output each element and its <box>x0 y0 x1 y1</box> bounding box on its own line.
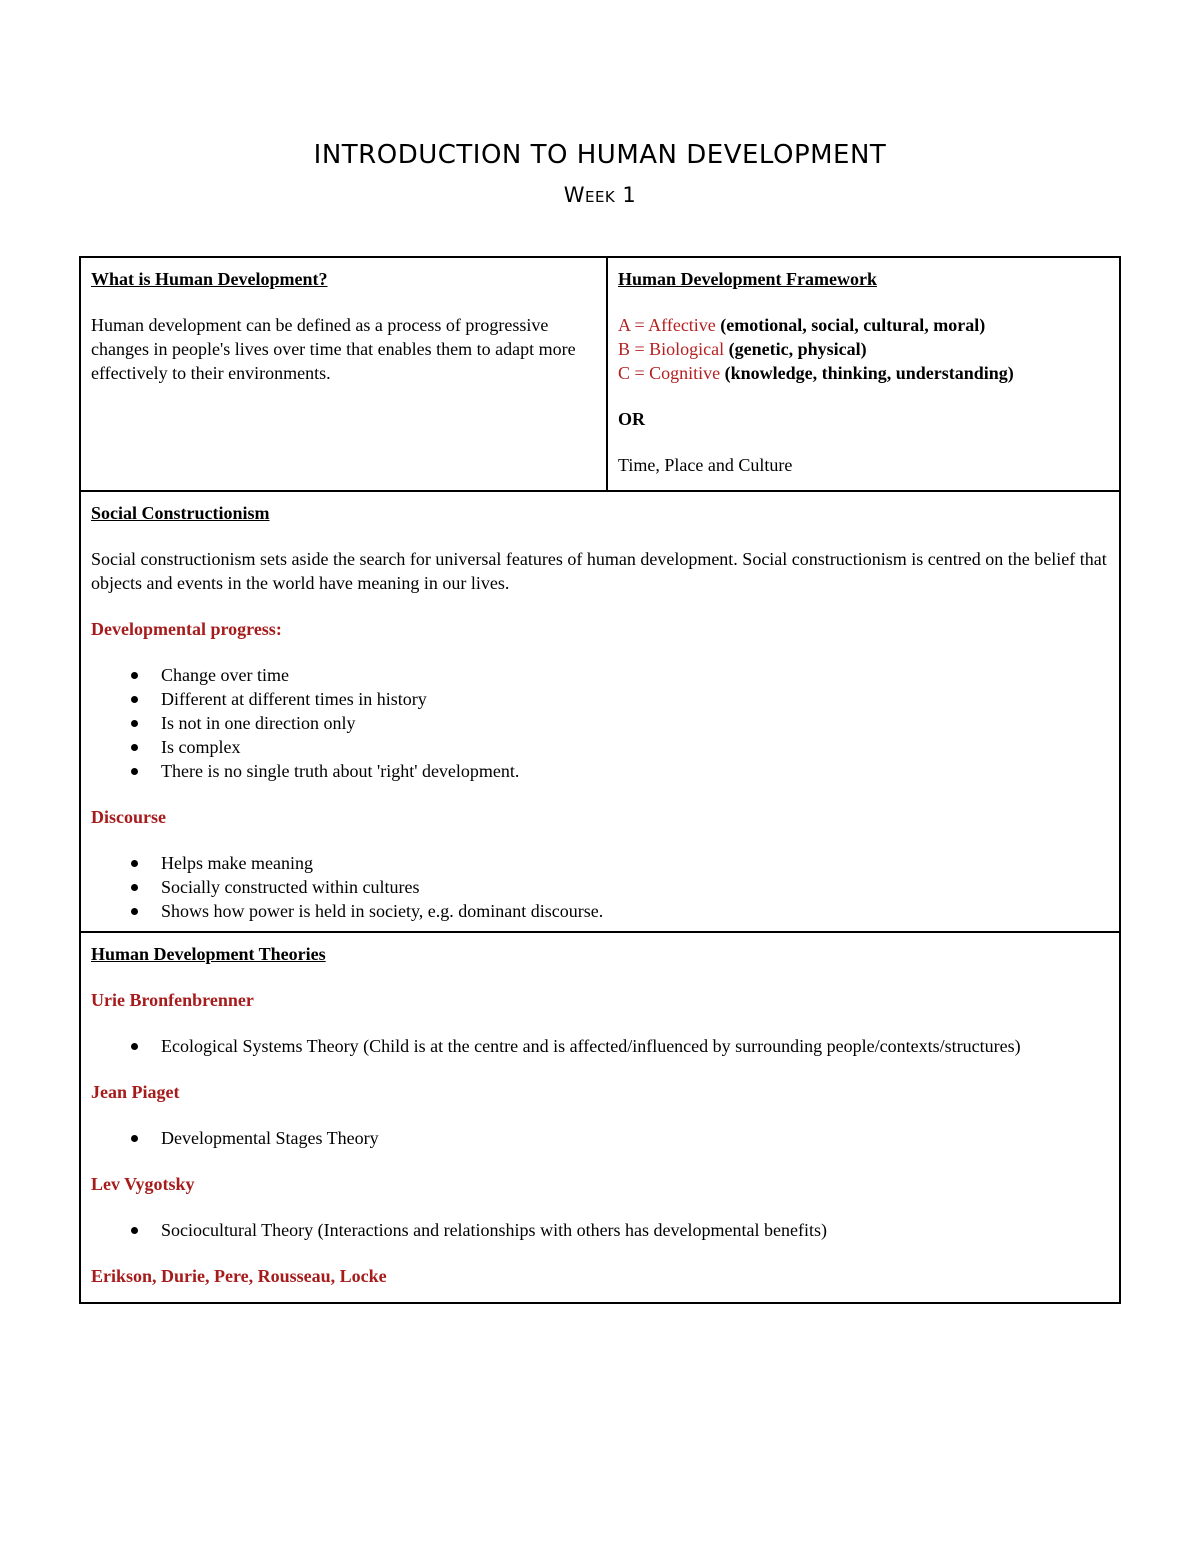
theorist-name-piaget: Jean Piaget <box>91 1082 180 1102</box>
discourse-list <box>91 851 1109 923</box>
framework-item-biological <box>618 337 1109 361</box>
list-item: Shows how power is held in society, e.g. dominant discourse. <box>131 899 1109 923</box>
developmental-progress-heading: Developmental progress: <box>91 619 282 639</box>
what-is-heading: What is Human Development? <box>91 269 328 289</box>
discourse-heading: Discourse <box>91 807 166 827</box>
table-row-theories <box>81 933 1119 1302</box>
list-item: Developmental Stages Theory <box>131 1126 1109 1150</box>
list-item: Is complex <box>131 735 1109 759</box>
page-subtitle: Week 1 <box>563 183 637 207</box>
framework-alt-text: Time, Place and Culture <box>618 455 793 475</box>
framework-desc: (emotional, social, cultural, moral) <box>720 315 986 335</box>
framework-key: C = Cognitive <box>618 363 721 383</box>
theorist-list-vygotsky <box>91 1218 1109 1242</box>
framework-key: B = Biological <box>618 339 725 359</box>
list-item: Sociocultural Theory (Interactions and relationships with others has developmental benefits) <box>131 1218 1109 1242</box>
framework-cell <box>608 258 1119 490</box>
theories-cell <box>81 933 1119 1302</box>
social-constructionism-text: Social constructionism sets aside the search for universal features of human development. Social constructionism is centred on the belief that objects and events in the world have meaning in our lives. <box>91 549 1107 593</box>
list-item: Helps make meaning <box>131 851 1109 875</box>
table-row-intro <box>81 258 1119 492</box>
list-item: There is no single truth about 'right' development. <box>131 759 1109 783</box>
theorist-list-bronfenbrenner <box>91 1034 1109 1058</box>
framework-desc: (genetic, physical) <box>728 339 867 359</box>
framework-key: A = Affective <box>618 315 716 335</box>
theorist-name-bronfenbrenner: Urie Bronfenbrenner <box>91 990 254 1010</box>
list-item: Different at different times in history <box>131 687 1109 711</box>
framework-item-cognitive <box>618 361 1109 385</box>
developmental-progress-list <box>91 663 1109 783</box>
list-item: Socially constructed within cultures <box>131 875 1109 899</box>
notes-table <box>79 256 1121 1304</box>
theorist-name-vygotsky: Lev Vygotsky <box>91 1174 195 1194</box>
list-item: Is not in one direction only <box>131 711 1109 735</box>
what-is-cell <box>81 258 608 490</box>
list-item: Ecological Systems Theory (Child is at the centre and is affected/influenced by surrounding people/contexts/structures) <box>131 1034 1109 1058</box>
social-constructionism-heading: Social Constructionism <box>91 503 270 523</box>
framework-desc: (knowledge, thinking, understanding) <box>724 363 1014 383</box>
what-is-text: Human development can be defined as a process of progressive changes in people's lives over time that enables them to adapt more effectively to their environments. <box>91 315 576 383</box>
list-item: Change over time <box>131 663 1109 687</box>
social-constructionism-cell <box>81 492 1119 931</box>
theorist-list-piaget <box>91 1126 1109 1150</box>
framework-or: OR <box>618 409 645 429</box>
other-theorists: Erikson, Durie, Pere, Rousseau, Locke <box>91 1266 387 1286</box>
theories-heading: Human Development Theories <box>91 944 326 964</box>
framework-heading: Human Development Framework <box>618 269 877 289</box>
table-row-social-constructionism <box>81 492 1119 933</box>
framework-item-affective <box>618 313 1109 337</box>
page-title: INTRODUCTION TO HUMAN DEVELOPMENT <box>313 140 887 170</box>
